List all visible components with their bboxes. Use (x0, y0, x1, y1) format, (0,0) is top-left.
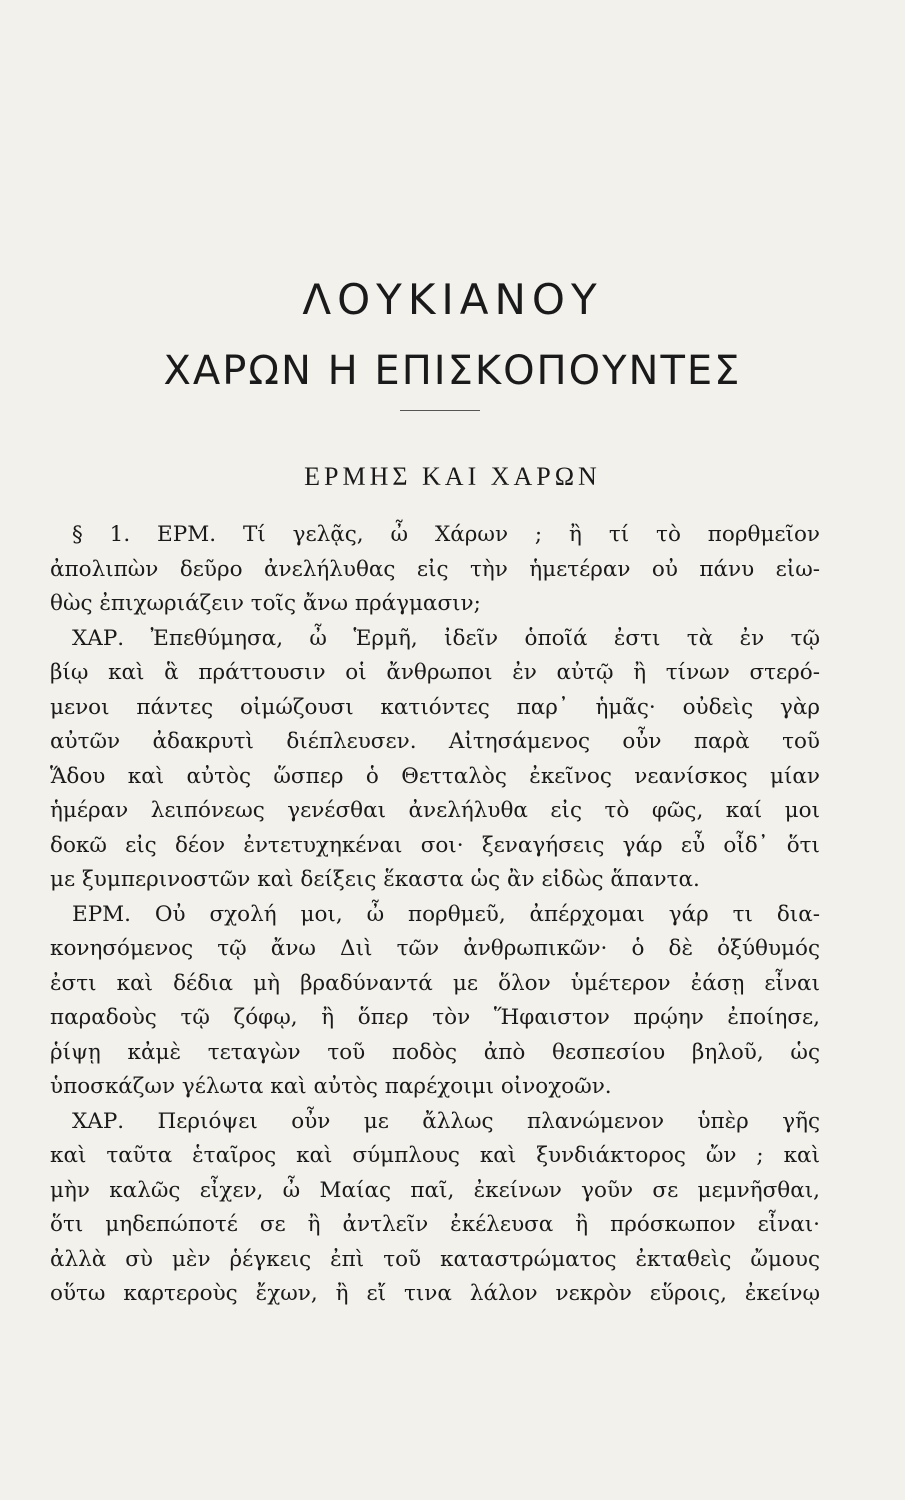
text-line: μενοι πάντες οἰμώζουσι κατιόντες παρ᾿ ἡμᾶς· οὐδεὶς γὰρ (50, 694, 820, 720)
text-line: οὕτω καρτεροὺς ἔχων, ἢ εἴ τινα λάλον νεκρὸν εὕροις, ἐκείνῳ (50, 1281, 820, 1306)
text-line: κονησόμενος τῷ ἄνω Διὶ τῶν ἀνθρωπικῶν· ὁ δὲ ὀξύθυμός (50, 936, 820, 961)
title-divider (400, 410, 480, 411)
author-heading: ΛΟΥΚΙΑΝΟΥ (302, 275, 603, 324)
text-line: μὴν καλῶς εἶχεν, ὦ Μαίας παῖ, ἐκείνων γοῦν σε μεμνῆσθαι, (50, 1177, 820, 1203)
text-line: ἀπολιπὼν δεῦρο ἀνελήλυθας εἰς τὴν ἡμετέραν οὐ πάνυ εἰω- (50, 556, 820, 582)
text-line: ῥίψῃ κἀμὲ τεταγὼν τοῦ ποδὸς ἀπὸ θεσπεσίου βηλοῦ, ὡς (50, 1039, 820, 1065)
text-line: δοκῶ εἰς δέον ἐντετυχηκέναι σοι· ξεναγήσεις γάρ εὖ οἶδ᾿ ὅτι (50, 832, 820, 858)
text-line: Ἅδου καὶ αὐτὸς ὥσπερ ὁ Θετταλὸς ἐκεῖνος νεανίσκος μίαν (50, 763, 820, 789)
dialogue-text (50, 518, 820, 1312)
text-line: καὶ ταῦτα ἑταῖρος καὶ σύμπλους καὶ ξυνδιάκτορος ὤν ; καὶ (50, 1143, 820, 1168)
text-line: ὅτι μηδεπώποτέ σε ἢ ἀντλεῖν ἐκέλευσα ἢ πρόσκωπον εἶναι· (50, 1212, 820, 1237)
dialogue-title: ΕΡΜΗΣ ΚΑΙ ΧΑΡΩΝ (304, 462, 601, 491)
text-line: ἀλλὰ σὺ μὲν ῥέγκεις ἐπὶ τοῦ καταστρώματος ἐκταθεὶς ὤμους (50, 1246, 820, 1272)
text-line: θὼς ἐπιχωριάζειν τοῖς ἄνω πράγμασιν; (50, 591, 481, 616)
text-line: ἐστι καὶ δέδια μὴ βραδύναντά με ὅλον ὑμέτερον ἐάσῃ εἶναι (50, 970, 820, 996)
work-title: ΧΑΡΩΝ Η ΕΠΙΣΚΟΠΟΥΝΤΕΣ (163, 348, 742, 394)
text-line: βίῳ καὶ ἃ πράττουσιν οἱ ἄνθρωποι ἐν αὐτῷ ἢ τίνων στερό- (50, 660, 820, 685)
text-line: ΧΑΡ. Περιόψει οὖν με ἄλλως πλανώμενον ὑπὲρ γῆς (72, 1108, 820, 1134)
text-line: ὑποσκάζων γέλωτα καὶ αὐτὸς παρέχοιμι οἰνοχοῶν. (50, 1074, 612, 1099)
text-line: αὐτῶν ἀδακρυτὶ διέπλευσεν. Αἰτησάμενος οὖν παρὰ τοῦ (50, 729, 820, 754)
text-line: παραδοὺς τῷ ζόφῳ, ἢ ὅπερ τὸν Ἥφαιστον πρῴην ἐποίησε, (50, 1005, 820, 1030)
text-line: με ξυμπερινοστῶν καὶ δείξεις ἕκαστα ὡς ἂν εἰδὼς ἅπαντα. (50, 867, 700, 892)
text-line: ΕΡΜ. Οὐ σχολή μοι, ὦ πορθμεῦ, ἀπέρχομαι γάρ τι δια- (72, 901, 820, 927)
text-line: § 1. ΕΡΜ. Τί γελᾷς, ὦ Χάρων ; ἢ τί τὸ πορθμεῖον (72, 522, 820, 547)
text-line: ΧΑΡ. Ἐπεθύμησα, ὦ Ἑρμῆ, ἰδεῖν ὁποῖά ἐστι τὰ ἐν τῷ (72, 625, 820, 651)
text-line: ἡμέραν λειπόνεως γενέσθαι ἀνελήλυθα εἰς τὸ φῶς, καί μοι (50, 798, 820, 823)
